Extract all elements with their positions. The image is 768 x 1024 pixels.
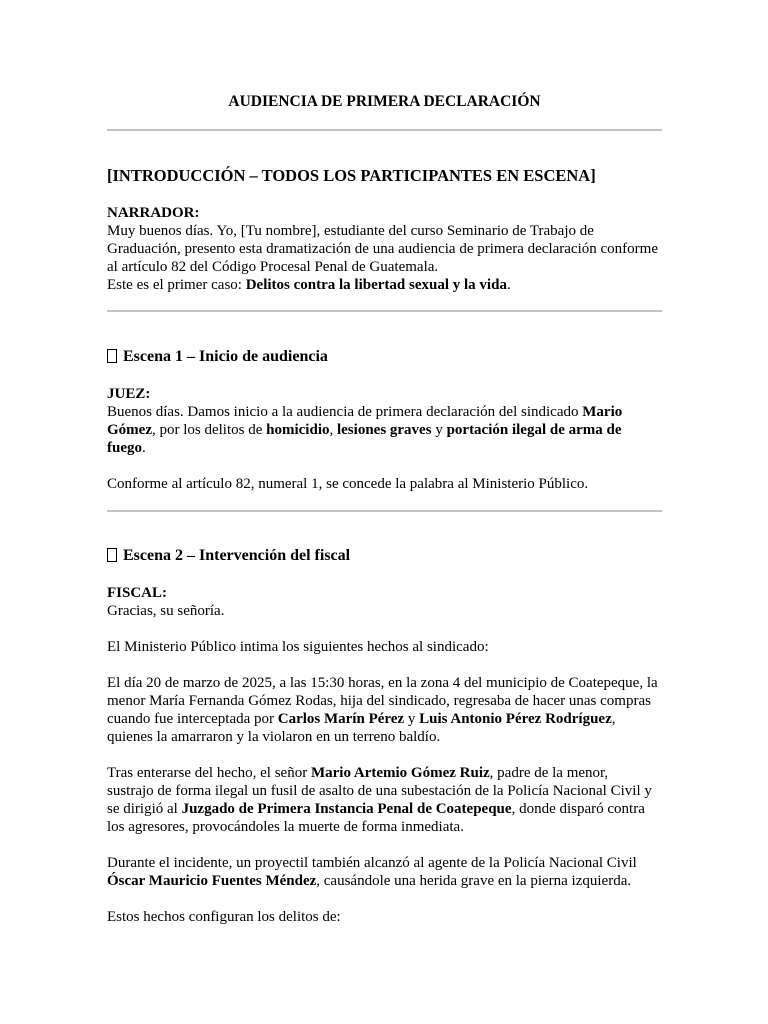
text-line: los agresores, provocándoles la muerte de forma inmediata.	[107, 819, 464, 835]
text-fragment: y	[431, 422, 447, 438]
scene2-paragraph: Estos hechos configuran los delitos de:	[107, 909, 341, 925]
intro-heading: [INTRODUCCIÓN – TODOS LOS PARTICIPANTES EN ESCENA]	[107, 166, 596, 185]
scene2-paragraph	[107, 764, 667, 836]
text-line: menor María Fernanda Gómez Rodas, hija del sindicado, regresaba de hacer unas compras	[107, 693, 651, 709]
scene2-heading	[107, 546, 662, 566]
divider	[107, 510, 662, 512]
text-fragment: se dirigió al	[107, 801, 182, 817]
scene2-section	[107, 584, 667, 926]
text-fragment: Este es el primer caso:	[107, 277, 246, 293]
person-name: Óscar Mauricio Fuentes Méndez	[107, 873, 317, 889]
text-line: Durante el incidente, un proyectil también alcanzó al agente de la Policía Nacional Civil	[107, 855, 637, 871]
text-fragment: .	[506, 277, 511, 293]
person-name: Carlos Marín Pérez	[277, 711, 405, 727]
text-fragment: , causándole una herida grave en la pierna izquierda.	[316, 873, 632, 889]
scene1-section	[107, 385, 667, 493]
text-fragment: , por los delitos de	[151, 422, 267, 438]
speaker-label: FISCAL:	[107, 585, 168, 601]
scene2-title: Escena 2 – Intervención del fiscal	[123, 547, 351, 564]
court-name: Juzgado de Primera Instancia Penal de Coatepeque	[181, 801, 512, 817]
intro-section	[107, 204, 667, 294]
text-line: al artículo 82 del Código Procesal Penal de Guatemala.	[107, 259, 439, 275]
defendant-name: Gómez	[107, 422, 152, 438]
text-fragment: ,	[611, 711, 616, 727]
text-fragment: y	[404, 711, 420, 727]
divider	[107, 129, 662, 131]
scene-icon	[107, 349, 117, 363]
scene2-paragraph	[107, 854, 667, 890]
text-line: El día 20 de marzo de 2025, a las 15:30 horas, en la zona 4 del municipio de Coatepeque, la	[107, 675, 658, 691]
text-fragment: Tras enterarse del hecho, el señor	[107, 765, 311, 781]
crime-name: homicidio	[266, 422, 330, 438]
text-fragment: , donde disparó contra	[511, 801, 645, 817]
scene1-paragraph: Conforme al artículo 82, numeral 1, se concede la palabra al Ministerio Público.	[107, 476, 589, 492]
scene1-paragraph	[107, 403, 667, 457]
intro-text	[107, 222, 667, 294]
speaker-label: NARRADOR:	[107, 205, 200, 221]
scene2-paragraph: Gracias, su señoría.	[107, 603, 225, 619]
text-line: sustrajo de forma ilegal un fusil de asalto de una subestación de la Policía Nacional Civil y	[107, 783, 652, 799]
scene2-paragraph	[107, 674, 667, 746]
divider	[107, 310, 662, 312]
speaker-label: JUEZ:	[107, 386, 151, 402]
text-fragment: Buenos días. Damos inicio a la audiencia de primera declaración del sindicado	[107, 404, 583, 420]
text-fragment: ,	[329, 422, 337, 438]
scene1-title: Escena 1 – Inicio de audiencia	[123, 348, 328, 365]
defendant-name: Mario	[582, 404, 623, 420]
case-name: Delitos contra la libertad sexual y la vida	[245, 277, 507, 293]
text-line: Graduación, presento esta dramatización de una audiencia de primera declaración conforme	[107, 241, 658, 257]
text-fragment: cuando fue interceptada por	[107, 711, 278, 727]
text-line: Muy buenos días. Yo, [Tu nombre], estudiante del curso Seminario de Trabajo de	[107, 223, 594, 239]
crime-name: portación ilegal de arma de	[446, 422, 622, 438]
text-line: quienes la amarraron y la violaron en un terreno baldío.	[107, 729, 441, 745]
person-name: Luis Antonio Pérez Rodríguez	[419, 711, 612, 727]
scene-icon	[107, 548, 117, 562]
text-fragment: , padre de la menor,	[489, 765, 609, 781]
scene1-heading	[107, 347, 662, 367]
scene2-paragraph: El Ministerio Público intima los siguientes hechos al sindicado:	[107, 639, 489, 655]
document-title: AUDIENCIA DE PRIMERA DECLARACIÓN	[228, 93, 541, 110]
person-name: Mario Artemio Gómez Ruiz	[310, 765, 490, 781]
text-fragment: .	[142, 440, 146, 456]
crime-name: fuego	[107, 440, 142, 456]
crime-name: lesiones graves	[336, 422, 432, 438]
